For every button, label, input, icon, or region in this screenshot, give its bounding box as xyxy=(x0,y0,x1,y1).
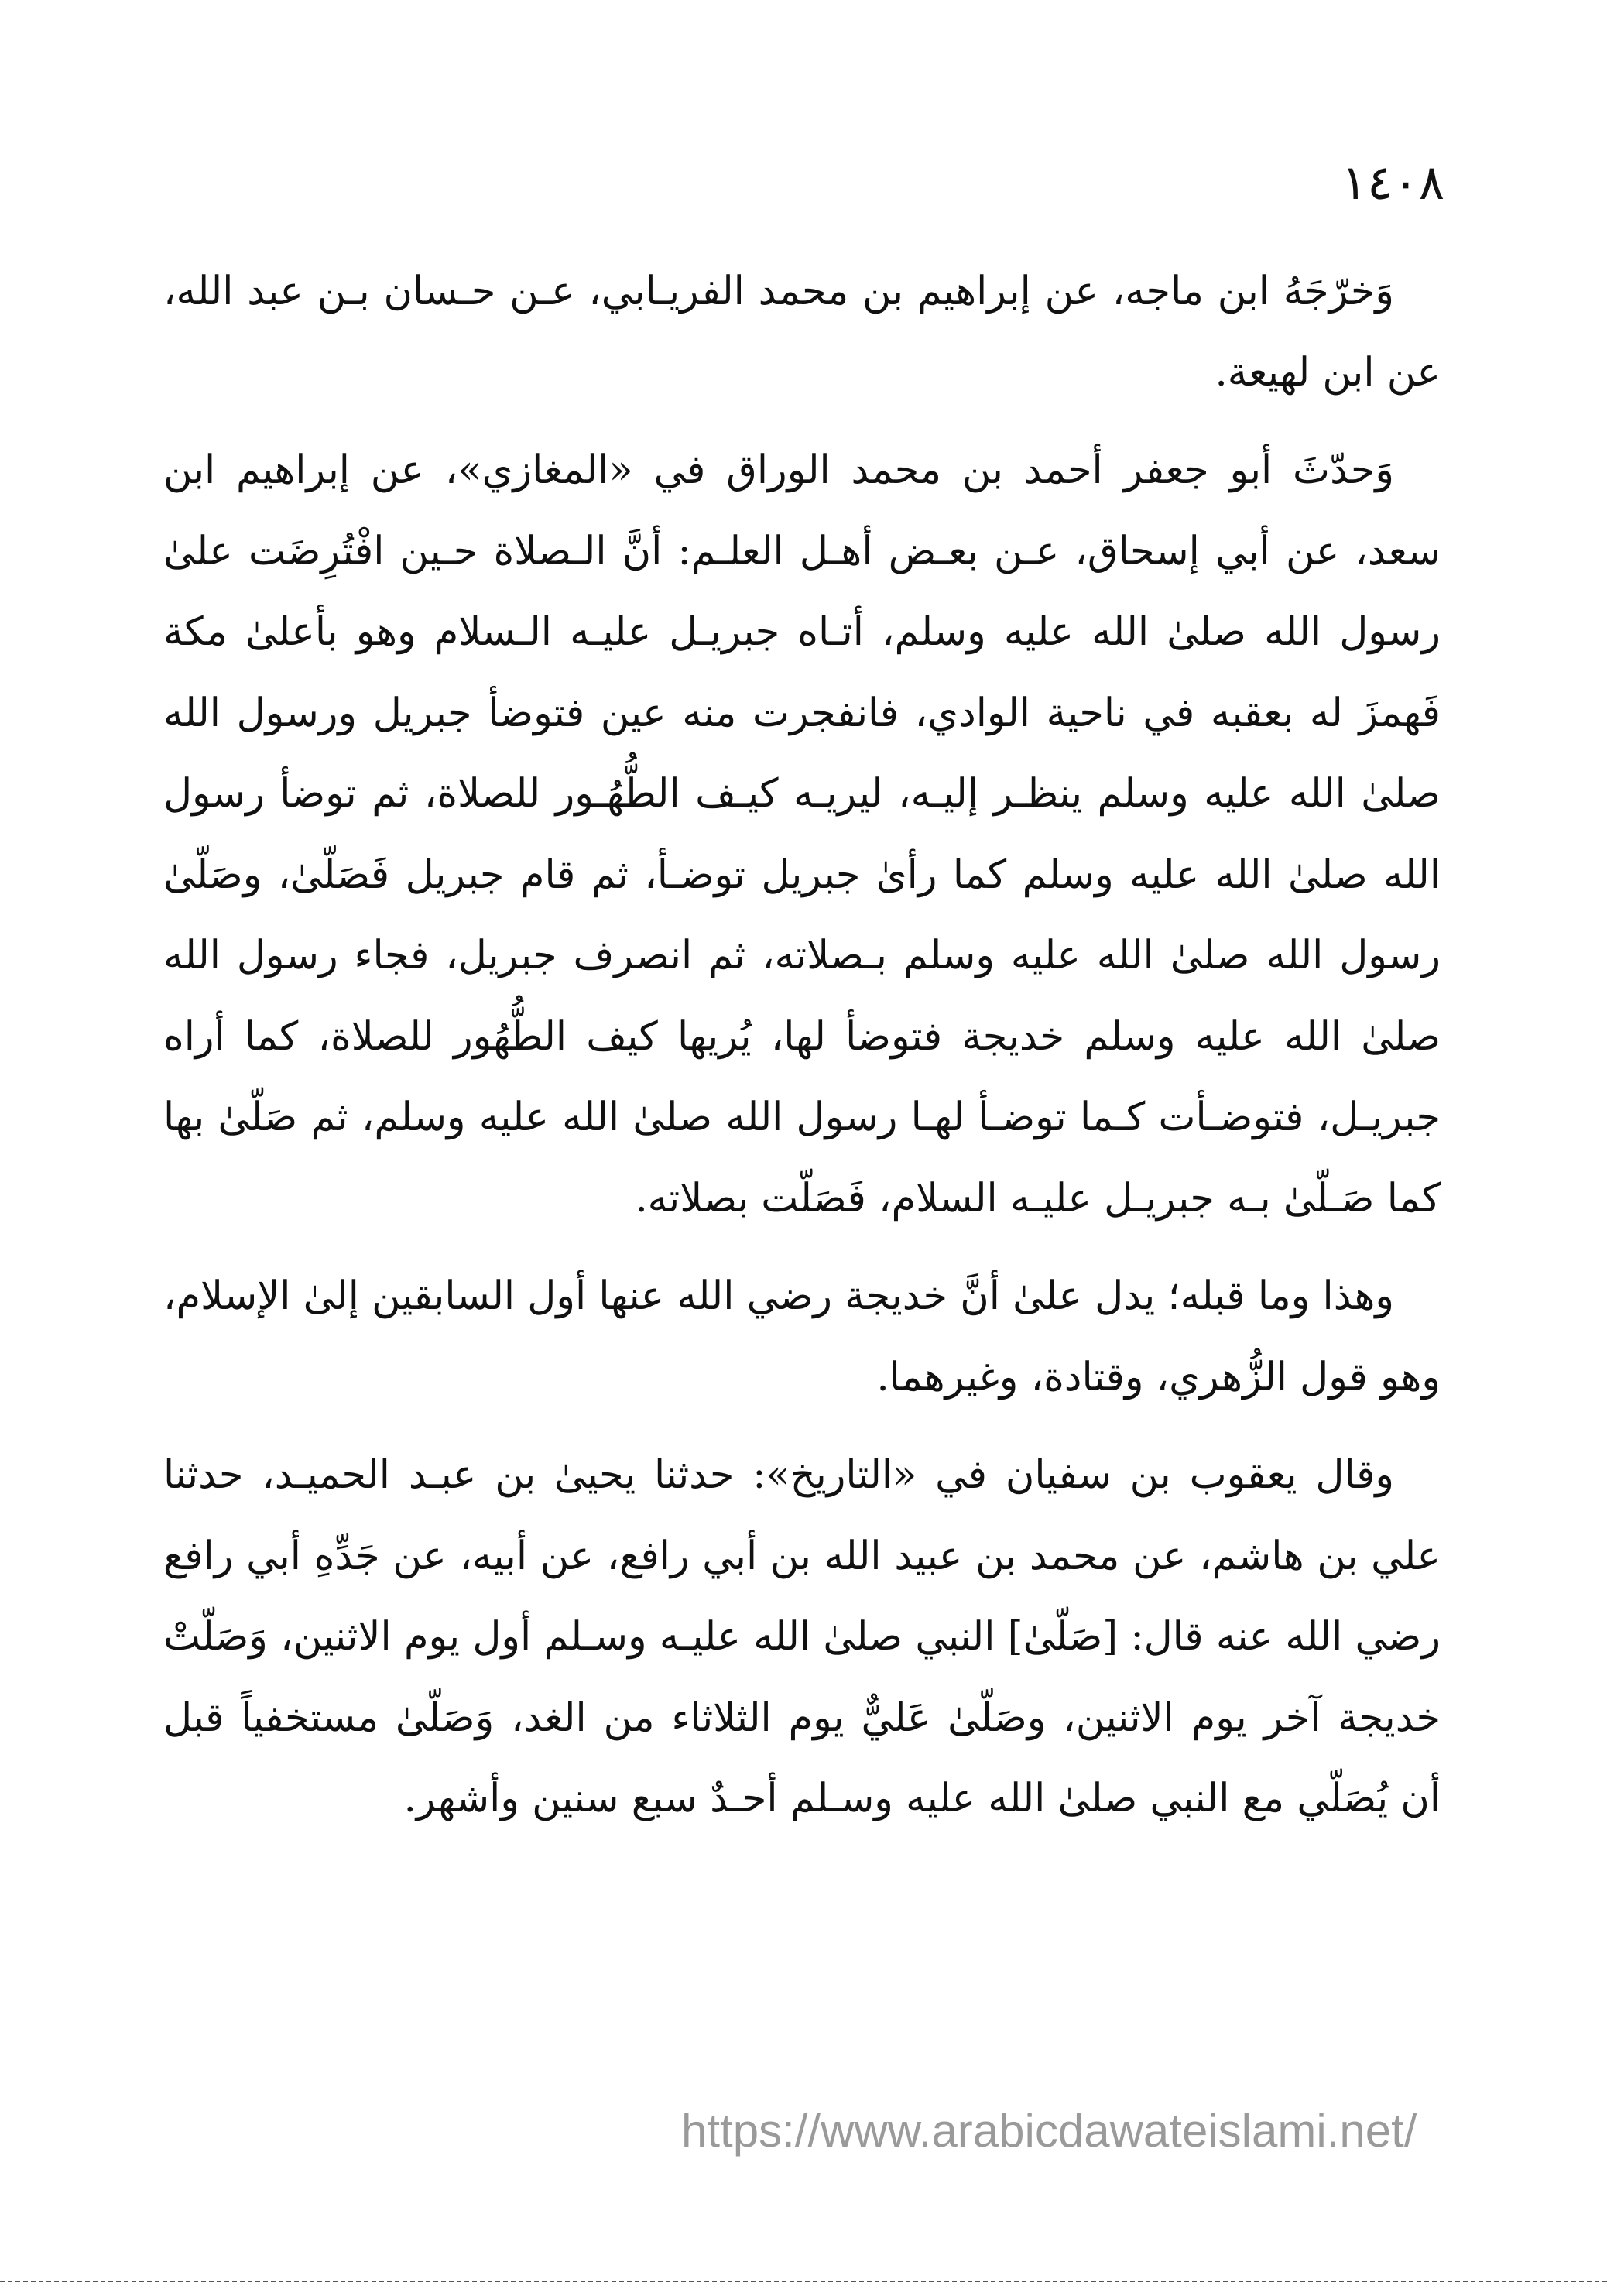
scan-edge-divider xyxy=(0,2281,1607,2287)
page-body xyxy=(163,252,1441,1857)
page-number: ١٤٠٨ xyxy=(1341,154,1444,211)
paragraph-khadija-first: وهذا وما قبله؛ يدل علىٰ أنَّ خديجة رضي الله عنها أول السابقين إلىٰ الإسلام، وهو قول الزُّهري، وقتادة، وغيرهما. xyxy=(163,1273,1441,1400)
source-url-watermark: https://www.arabicdawateislami.net/ xyxy=(681,2105,1417,2157)
paragraph-ibn-majah: وَخرّجَهُ ابن ماجه، عن إبراهيم بن محمد الفريـابي، عـن حـسان بـن عبد الله، عن ابن لهيعة. xyxy=(163,269,1441,396)
paragraph-yaqub-tarikh: وقال يعقوب بن سفيان في «التاريخ»: حدثنا يحيىٰ بن عبـد الحميـد، حدثنا علي بن هاشم، عن محمد بن عبيد الله بن أبي رافع، عن أبيه، عن جَدِّهِ أبي رافع رضي الله عنه قال: [صَلّىٰ] النبي صلىٰ الله عليـه وسـلم أول يوم الاثنين، وَصَلّتْ خديجة آخر يوم الاثنين، وصَلّىٰ عَليٌّ يوم الثلاثاء من الغد، وَصَلّىٰ مستخفياً قبل أن يُصَلّي مع النبي صلىٰ الله عليه وسـلم أحـدٌ سبع سنين وأشهر. xyxy=(163,1452,1441,1821)
paragraph-warraq-maghazi: وَحدّثَ أبو جعفر أحمد بن محمد الوراق في «المغازي»، عن إبراهيم ابن سعد، عن أبي إسحاق، عـن بعـض أهـل العلـم: أنَّ الـصلاة حـين افْتُرِضَت علىٰ رسول الله صلىٰ الله عليه وسلم، أتـاه جبريـل عليـه الـسلام وهو بأعلىٰ مكة فَهمزَ له بعقبه في ناحية الوادي، فانفجرت منه عين فتوضأ جبريل ورسول الله صلىٰ الله عليه وسلم ينظـر إليـه، ليريـه كيـف الطُّهُـور للصلاة، ثم توضأ رسول الله صلىٰ الله عليه وسلم كما رأىٰ جبريل توضـأ، ثم قام جبريل فَصَلّىٰ، وصَلّىٰ رسول الله صلىٰ الله عليه وسلم بـصلاته، ثم انصرف جبريل، فجاء رسول الله صلىٰ الله عليه وسلم خديجة فتوضأ لها، يُريها كيف الطُّهُور للصلاة، كما أراه جبريـل، فتوضـأت كـما توضـأ لهـا رسول الله صلىٰ الله عليه وسلم، ثم صَلّىٰ بها كما صَـلّىٰ بـه جبريـل عليـه السلام، فَصَلّت بصلاته. xyxy=(163,447,1441,1222)
